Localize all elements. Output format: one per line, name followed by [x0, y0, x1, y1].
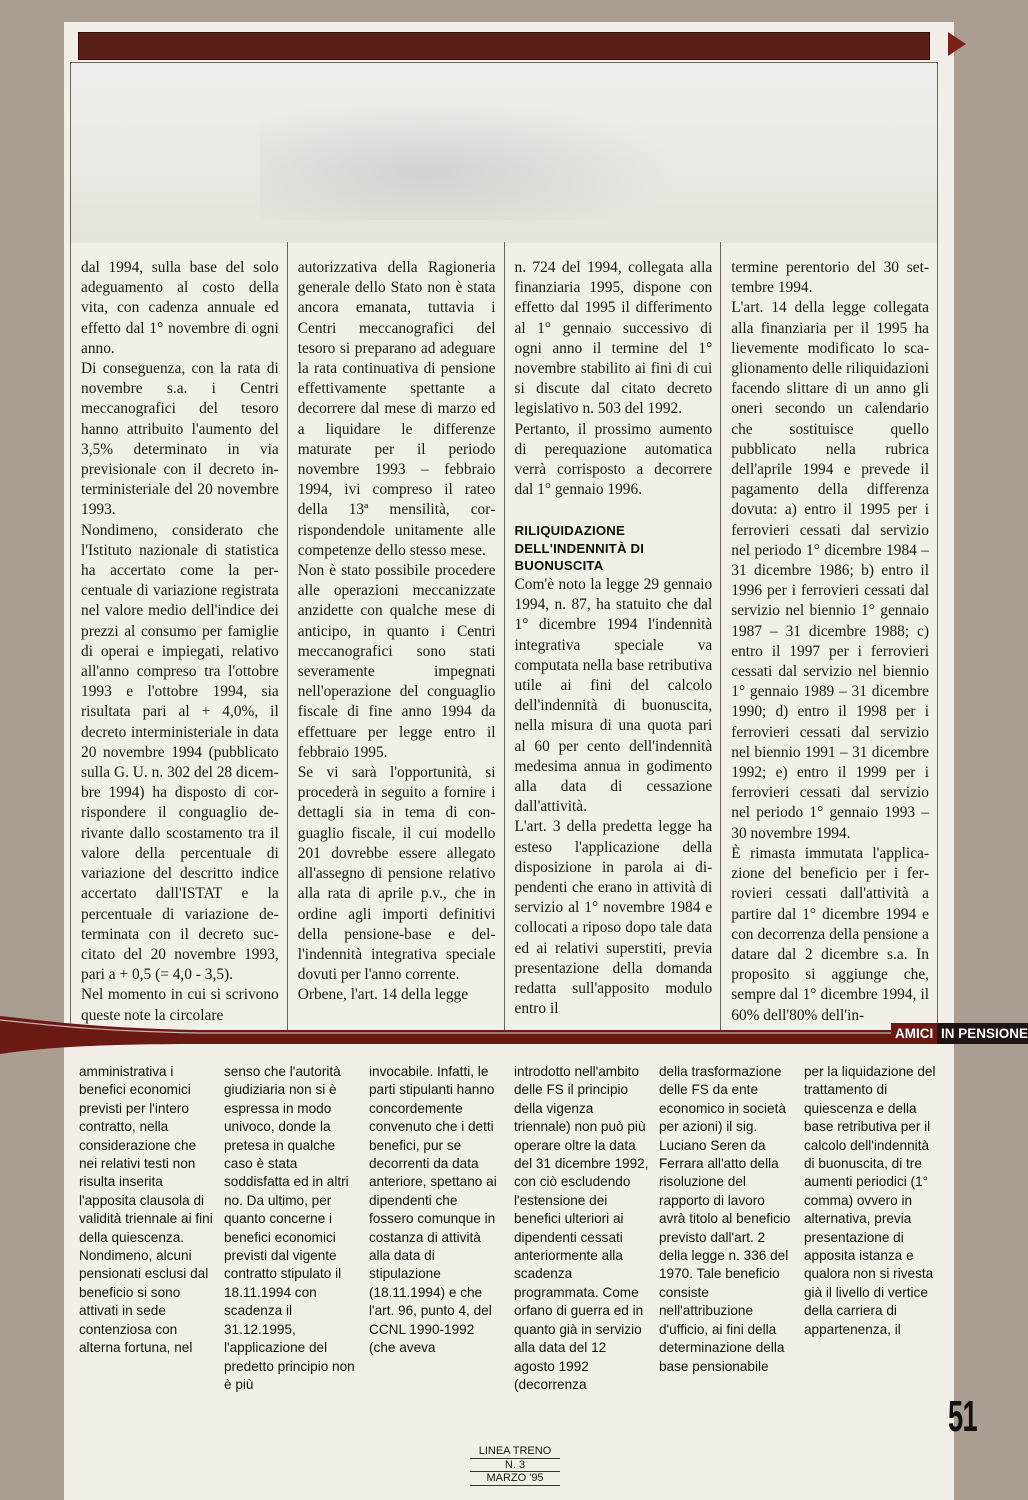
footer-issue: N. 3 [470, 1459, 560, 1473]
paragraph: Com'è noto la legge 29 gennaio 1994, n. 87, ha statuito che dal 1° dicembre 1994 l'indennità integrativa speciale va computata nella base retributiva utile ai fini del calcolo dell'indennità di buonuscita, nella misura di una quota pari al 60 per cento dell'indennità medesima annua in godimento alla data di cessazione dall'attività. [514, 575, 713, 816]
paragraph: L'art. 3 della predetta legge ha esteso l'applicazione della disposizione in parola ai dipendenti che erano in attività di servizio al 1° novembre 1984 e collocati a riposo dopo tale data ed ai relativi superstiti, previa presentazione della domanda redatta sull'apposito modulo entro il [514, 818, 713, 1018]
upper-column-3 [505, 242, 722, 1032]
footer-date: MARZO '95 [470, 1472, 560, 1486]
upper-article [70, 242, 938, 1032]
paragraph: Orbene, l'art. 14 della legge [297, 986, 469, 1004]
paragraph: Nondimeno, considerato che l'Istituto nazionale di statistica ha accertato come la percentuale di variazione registrata nel valore medio dell'indice dei prezzi al consumo per famiglie di operai e impiegati, relativo all'anno compreso tra l'ottobre 1993 e l'ottobre 1994, sia risultata pari al + 4,0%, il decreto interministeriale in data 20 novembre 1994 (pubblicato sulla G. U. n. 302 del 28 dicembre 1994) ha disposto di corrispondere il conguaglio derivante dallo scostamento tra il valore della percentuale di variazione del descritto indice accertato dall'ISTAT e la percentuale di variazione determinata con il decreto succitato del 20 novembre 1993, pari a + 0,5 (= 4,0 - 3,5). [81, 521, 279, 984]
lower-article [75, 1063, 945, 1435]
paragraph: L'art. 14 della legge collegata alla finanziaria per il 1995 ha lievemente modificato lo scaglionamento delle riliquidazioni facendo slittare di un anno gli oneri secondo un calendario che sostituisce quello pubblicato nella rubrica dell'aprile 1994 e prevede il pagamento della differenza dovuta: a) entro il 1995 per i ferrovieri cessati dal servizio nel periodo 1° dicembre 1984 – 31 dicembre 1986; b) entro il 1996 per i ferrovieri cessati dal servizio nel biennio 1° gennaio 1987 – 31 dicembre 1988; c) entro il 1997 per i ferrovieri cessati dal servizio nel biennio 1° gennaio 1989 – 31 dicembre 1990; d) entro il 1998 per i ferrovieri cessati dal servizio nel biennio 1991 – 31 dicembre 1992; e) entro il 1999 per i ferrovieri cessati dal servizio nel periodo 1° gennaio 1993 – 30 novembre 1994. [731, 299, 929, 842]
paragraph: autorizzativa della Ragioneria generale dello Stato non è stata ancora emanata, tuttavia i Centri meccanografici del tesoro si preparano ad adeguare la rata continuativa di pensione effettivamente spettante a decorrere dal mese di marzo ed a liquidare le differenze maturate per il periodo novembre 1993 – febbraio 1994, ivi compreso il rateo della 13ª mensilità, corrispondendole unitamente alle competenze dello stesso mese. [297, 259, 496, 559]
paragraph: n. 724 del 1994, collegata alla finanziaria 1995, dispone con effetto dal 1995 il differimento al 1° gennaio successivo di ogni anno il termine del 1° novembre stabilito ai fini di cui si discute dal citato decreto legislativo n. 503 del 1992. [514, 259, 713, 418]
paragraph: introdotto nell'ambito delle FS il principio della vigenza triennale) non può più operare oltre la data del 31 dicembre 1992, con ciò escludendo l'estensione dei benefici ulteriori ai dipendenti cessati anteriormente alla scadenza programmata. Come orfano di guerra ed in quanto già in servizio alla data del 12 agosto 1992 (decorrenza [514, 1064, 649, 1392]
upper-column-4 [721, 242, 937, 1032]
paragraph: senso che l'autorità giudiziaria non si è espressa in modo univoco, donde la pretesa in qualche caso è stata soddisfatta ed in altri no. Da ultimo, per quanto concerne i benefici economici previsti dal vigente contratto stipulato il 18.11.1994 con scadenza il 31.12.1995, l'applicazione del predetto principio non è più [224, 1064, 355, 1392]
section-tag-amici: AMICI [891, 1023, 937, 1044]
footer-magazine: LINEA TRENO [470, 1445, 560, 1459]
paragraph: Di conseguenza, con la rata di novembre s.a. i Centri meccanografici del tesoro hanno attribuito l'aumento del 3,5% determinato in via previsionale con il decreto interministeriale del 20 novembre 1993. [81, 360, 279, 519]
footer-masthead [470, 1445, 560, 1486]
paragraph: Nel momento in cui si scrivono queste note la circolare [81, 986, 279, 1024]
paragraph: della trasformazione delle FS da ente economico in società per azioni) il sig. Luciano Seren da Ferrara all'atto della risoluzione del rapporto di lavoro avrà titolo al beneficio previsto dall'art. 2 della legge n. 336 del 1970. Tale beneficio consiste nell'attribuzione d'ufficio, ai fini della determinazione della base pensionabile [659, 1064, 791, 1374]
paragraph: amministrativa i benefici economici previsti per l'intero contratto, nella considerazione che nei relativi testi non risulta inserita l'apposita clausola di validità triennale ai fini della quiescenza. Nondimeno, alcuni pensionati esclusi dal beneficio si sono attivati in sede contenziosa con alterna fortuna, nel [79, 1064, 213, 1356]
header-bar [78, 32, 930, 60]
lower-column-5 [655, 1063, 800, 1435]
header-arrow-icon [948, 32, 966, 56]
lower-column-6 [800, 1063, 945, 1435]
section-tag-in-pensione: IN PENSIONE [937, 1023, 1028, 1044]
faded-photo [260, 100, 680, 220]
paragraph: invocabile. Infatti, le parti stipulanti hanno concordemente convenuto che i detti benefici, pur se decorrenti da data anteriore, spettano ai dipendenti che fossero comunque in costanza di attività alla data di stipulazione (18.11.1994) e che l'art. 96, punto 4, del CCNL 1990-1992 (che aveva [369, 1064, 497, 1356]
paragraph: dal 1994, sulla base del solo adeguamento al costo della vita, con cadenza annuale ed effetto dal 1° novembre di ogni anno. [81, 259, 279, 357]
page-number: 51 [948, 1392, 978, 1441]
upper-column-1 [71, 242, 288, 1032]
section-heading: RILIQUIDAZIONE DELL'INDENNITÀ DI BUONUSCITA [514, 523, 645, 574]
lower-column-1 [75, 1063, 220, 1435]
paragraph: termine perentorio del 30 settembre 1994. [731, 259, 929, 297]
paragraph: per la liquidazione del trattamento di quiescenza e della base retributiva per il calcolo dell'indennità di buonuscita, di tre aumenti periodici (1° comma) ovvero in alternativa, previa presentazione di apposita istanza e qualora non si rivesta già il livello di vertice della carriera di appartenenza, il [804, 1064, 936, 1337]
upper-column-2 [288, 242, 505, 1032]
section-swoosh [0, 1006, 1028, 1058]
paragraph: Pertanto, il prossimo aumento di perequazione automatica verrà corrisposto a decorrere dal 1° gennaio 1996. [514, 420, 713, 499]
paragraph: Non è stato possibile procedere alle operazioni meccanizzate anzidette con qualche mese di anticipo, in quanto i Centri meccanografici sono stati severamente impegnati nell'operazione del conguaglio fiscale di fine anno 1994 da effettuare per legge entro il febbraio 1995. [297, 562, 496, 761]
paragraph: È rimasta immutata l'applicazione del beneficio per i ferrovieri cessati dall'attività a partire dal 1° dicembre 1994 e con decorrenza della pensione a datare dal 2 dicembre s.a. In proposito si aggiunge che, sempre dal 1° dicembre 1994, il 60% dell'80% dell'in- [731, 844, 929, 1024]
paragraph: Se vi sarà l'opportunità, si procederà in seguito a fornire i dettagli sia in tema di conguaglio fiscale, il cui modello 201 dovrebbe essere allegato all'assegno di pensione relativo alla rata di aprile p.v., che in ordine agli importi definitivi della pensione-base e dell'indennità integrativa speciale dovuti per l'anno corrente. [297, 764, 496, 984]
lower-column-4 [510, 1063, 655, 1435]
lower-column-3 [365, 1063, 510, 1435]
lower-column-2 [220, 1063, 365, 1435]
